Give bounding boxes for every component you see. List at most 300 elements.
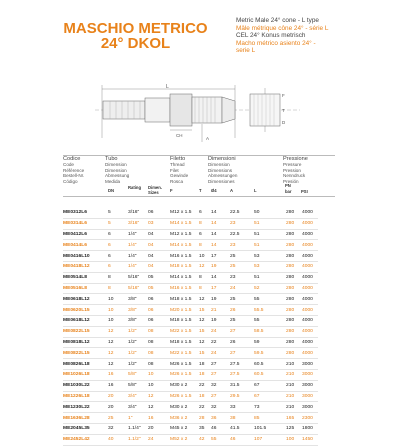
cell-dn: 12 bbox=[108, 339, 114, 345]
cell-t: 12 bbox=[199, 318, 205, 324]
cell-f: M52 x 2 bbox=[170, 437, 188, 443]
title-line-2: 24° DKOL bbox=[100, 35, 171, 52]
cell-code: ME2045L35 bbox=[63, 426, 90, 432]
table-row bbox=[63, 272, 318, 283]
table-row bbox=[63, 391, 318, 402]
cell-od: 24 bbox=[211, 350, 217, 356]
cell-f: M45 x 2 bbox=[170, 426, 188, 432]
cell-od: 27 bbox=[211, 372, 217, 378]
cell-dim: 03 bbox=[148, 221, 154, 227]
cell-psi: 3000 bbox=[302, 383, 313, 389]
cell-bar: 100 bbox=[286, 437, 295, 443]
col-head-f: F bbox=[170, 188, 173, 193]
cell-od: 14 bbox=[211, 210, 217, 216]
cell-psi: 4000 bbox=[302, 285, 313, 291]
cell-code: ME0618L12 bbox=[63, 318, 90, 324]
cell-f: M12 x 1.5 bbox=[170, 231, 192, 237]
table-row bbox=[63, 240, 318, 251]
cell-ch bbox=[270, 337, 286, 348]
cell-a: 25 bbox=[230, 253, 236, 259]
cell-ch bbox=[270, 326, 286, 337]
table-row bbox=[63, 423, 318, 434]
cell-dn: 25 bbox=[108, 415, 114, 421]
cell-bar: 280 bbox=[286, 318, 295, 324]
cell-bar: 280 bbox=[286, 339, 295, 345]
cell-dim: 06 bbox=[148, 318, 154, 324]
cell-code: ME0314L6 bbox=[63, 221, 87, 227]
cell-dn: 16 bbox=[108, 383, 114, 389]
cell-psi: 4000 bbox=[302, 329, 313, 335]
cell-dim: 05 bbox=[148, 275, 154, 281]
col-group-codice: Codice Code Référence Bestell-Nr. Código bbox=[63, 156, 85, 184]
cell-code: ME0620L15 bbox=[63, 307, 90, 313]
cell-a: 27.5 bbox=[230, 361, 240, 367]
cell-bar: 280 bbox=[286, 264, 295, 270]
cell-f: M22 x 1.5 bbox=[170, 329, 192, 335]
cell-psi: 4000 bbox=[302, 296, 313, 302]
cell-rating: 5/16" bbox=[128, 285, 140, 291]
cell-dn: 6 bbox=[108, 264, 111, 270]
cell-f: M14 x 1.5 bbox=[170, 275, 192, 281]
cell-t: 18 bbox=[199, 372, 205, 378]
cell-bar: 210 bbox=[286, 393, 295, 399]
dim-label-l: L bbox=[166, 84, 169, 90]
cell-dim: 04 bbox=[148, 231, 154, 237]
cell-rating: 1/2" bbox=[128, 339, 137, 345]
cell-rating: 3/8" bbox=[128, 307, 137, 313]
cell-od: 19 bbox=[211, 264, 217, 270]
cell-bar: 280 bbox=[286, 210, 295, 216]
cell-t: 8 bbox=[199, 221, 202, 227]
cell-a: 23 bbox=[230, 242, 236, 248]
cell-od: 24 bbox=[211, 329, 217, 335]
cell-code: ME0818L12 bbox=[63, 339, 90, 345]
cell-bar: 280 bbox=[286, 329, 295, 335]
cell-t: 42 bbox=[199, 437, 205, 443]
cell-code: ME0312L6 bbox=[63, 210, 87, 216]
cell-code: ME0516L8 bbox=[63, 285, 87, 291]
cell-ch bbox=[270, 272, 286, 283]
cell-t: 8 bbox=[199, 275, 202, 281]
cell-dim: 04 bbox=[148, 264, 154, 270]
cell-l: 55 bbox=[254, 296, 260, 302]
header-rule-bottom bbox=[63, 196, 335, 197]
cell-t: 15 bbox=[199, 307, 205, 313]
cell-bar: 210 bbox=[286, 361, 295, 367]
cell-psi: 4000 bbox=[302, 318, 313, 324]
cell-dim: 08 bbox=[148, 339, 154, 345]
cell-od: 55 bbox=[211, 437, 217, 443]
desc-de: CEL 24° Konus metrisch bbox=[236, 32, 306, 40]
cell-ch bbox=[270, 402, 286, 413]
cell-od: 46 bbox=[211, 426, 217, 432]
cell-dn: 5 bbox=[108, 210, 111, 216]
cell-bar: 210 bbox=[286, 383, 295, 389]
cell-f: M36 x 2 bbox=[170, 415, 188, 421]
dim-label-d: D bbox=[282, 120, 286, 125]
col-head-psi: PSI bbox=[301, 189, 308, 194]
cell-a: 25 bbox=[230, 264, 236, 270]
cell-od: 36 bbox=[211, 415, 217, 421]
cell-od: 17 bbox=[211, 253, 217, 259]
col-group-pressione: Pressione Pressure Pression Nenndruck Presión bbox=[283, 156, 308, 184]
cell-f: M18 x 1.5 bbox=[170, 318, 192, 324]
table-row bbox=[63, 402, 318, 413]
col-head-bar: bar bbox=[285, 189, 292, 194]
cell-psi: 2300 bbox=[302, 415, 313, 421]
cell-rating: 1/4" bbox=[128, 253, 137, 259]
cell-bar: 280 bbox=[286, 253, 295, 259]
cell-a: 33 bbox=[230, 404, 236, 410]
cell-dim: 20 bbox=[148, 426, 154, 432]
cell-od: 17 bbox=[211, 285, 217, 291]
cell-l: 67 bbox=[254, 393, 260, 399]
cell-dim: 10 bbox=[148, 383, 154, 389]
cell-l: 73 bbox=[254, 404, 260, 410]
cell-dim: 08 bbox=[148, 361, 154, 367]
cell-code: ME1230L22 bbox=[63, 404, 90, 410]
cell-ch bbox=[270, 208, 286, 218]
cell-od: 27 bbox=[211, 393, 217, 399]
cell-od: 14 bbox=[211, 242, 217, 248]
cell-rating: 1" bbox=[128, 415, 133, 421]
cell-psi: 4000 bbox=[302, 350, 313, 356]
cell-psi: 4000 bbox=[302, 242, 313, 248]
cell-psi: 1450 bbox=[302, 437, 313, 443]
cell-t: 18 bbox=[199, 361, 205, 367]
cell-l: 51 bbox=[254, 231, 260, 237]
cell-f: M14 x 1.5 bbox=[170, 242, 192, 248]
table-row bbox=[63, 337, 318, 348]
table-row bbox=[63, 208, 318, 218]
cell-rating: 5/16" bbox=[128, 275, 140, 281]
cell-f: M18 x 1.5 bbox=[170, 339, 192, 345]
cell-od: 19 bbox=[211, 318, 217, 324]
cell-od: 21 bbox=[211, 307, 217, 313]
cell-rating: 1/2" bbox=[128, 361, 137, 367]
cell-code: ME1636L28 bbox=[63, 415, 90, 421]
cell-bar: 280 bbox=[286, 307, 295, 313]
cell-l: 107 bbox=[254, 437, 263, 443]
cell-f: M16 x 1.5 bbox=[170, 253, 192, 259]
cell-bar: 280 bbox=[286, 231, 295, 237]
cell-rating: 1.1/4" bbox=[128, 426, 141, 432]
cell-a: 41.5 bbox=[230, 426, 240, 432]
cell-bar: 280 bbox=[286, 275, 295, 281]
cell-code: ME2452L42 bbox=[63, 437, 90, 443]
cell-bar: 125 bbox=[286, 426, 295, 432]
desc-es-2: serie L bbox=[236, 47, 256, 55]
cell-code: ME0418L12 bbox=[63, 264, 90, 270]
cell-a: 23 bbox=[230, 221, 236, 227]
table-row bbox=[63, 348, 318, 359]
cell-f: M14 x 1.5 bbox=[170, 221, 192, 227]
cell-rating: 1/2" bbox=[128, 329, 137, 335]
cell-bar: 280 bbox=[286, 285, 295, 291]
cell-dn: 8 bbox=[108, 275, 111, 281]
table-row bbox=[63, 413, 318, 424]
cell-f: M26 x 1.5 bbox=[170, 372, 192, 378]
cell-dim: 06 bbox=[148, 307, 154, 313]
cell-dn: 10 bbox=[108, 296, 114, 302]
cell-psi: 3000 bbox=[302, 404, 313, 410]
cell-dim: 12 bbox=[148, 393, 154, 399]
table-row bbox=[63, 261, 318, 272]
title-line-1: MASCHIO METRICO bbox=[63, 20, 208, 37]
cell-ch bbox=[270, 240, 286, 251]
cell-rating: 3/4" bbox=[128, 404, 137, 410]
table-row bbox=[63, 283, 318, 294]
cell-dn: 16 bbox=[108, 372, 114, 378]
cell-t: 22 bbox=[199, 383, 205, 389]
cell-code: ME1026L18 bbox=[63, 372, 90, 378]
desc-fr: Mâle métrique cône 24° - série L bbox=[236, 24, 329, 32]
cell-a: 27.5 bbox=[230, 372, 240, 378]
cell-t: 18 bbox=[199, 393, 205, 399]
table-row bbox=[63, 218, 318, 229]
cell-rating: 3/8" bbox=[128, 318, 137, 324]
cell-rating: 1/4" bbox=[128, 264, 137, 270]
parts-table bbox=[63, 208, 318, 446]
cell-bar: 210 bbox=[286, 372, 295, 378]
dim-label-f: F bbox=[282, 93, 285, 98]
cell-ch bbox=[270, 380, 286, 391]
cell-psi: 4000 bbox=[302, 264, 313, 270]
cell-bar: 280 bbox=[286, 350, 295, 356]
cell-a: 27 bbox=[230, 350, 236, 356]
col-head-rating: Rating bbox=[128, 185, 142, 190]
cell-t: 8 bbox=[199, 242, 202, 248]
cell-dn: 20 bbox=[108, 404, 114, 410]
cell-rating: 1/4" bbox=[128, 242, 137, 248]
cell-a: 24 bbox=[230, 285, 236, 291]
table-row bbox=[63, 305, 318, 316]
col-head-dn: DN bbox=[108, 188, 115, 193]
col-head-a: A bbox=[230, 188, 234, 193]
table-row bbox=[63, 229, 318, 240]
table-row bbox=[63, 359, 318, 370]
cell-f: M18 x 1.5 bbox=[170, 296, 192, 302]
cell-ch bbox=[270, 218, 286, 229]
cell-rating: 3/16" bbox=[128, 221, 140, 227]
dim-label-t: T bbox=[282, 108, 285, 113]
col-head-t: T bbox=[199, 188, 202, 193]
cell-t: 6 bbox=[199, 210, 202, 216]
cell-psi: 4000 bbox=[302, 210, 313, 216]
cell-od: 32 bbox=[211, 383, 217, 389]
cell-rating: 5/8" bbox=[128, 383, 137, 389]
cell-l: 55 bbox=[254, 318, 260, 324]
cell-dn: 6 bbox=[108, 231, 111, 237]
cell-f: M26 x 1.5 bbox=[170, 393, 192, 399]
cell-psi: 4000 bbox=[302, 307, 313, 313]
cell-l: 85 bbox=[254, 415, 260, 421]
cell-psi: 3000 bbox=[302, 361, 313, 367]
table-row bbox=[63, 294, 318, 305]
cell-dim: 10 bbox=[148, 372, 154, 378]
cell-rating: 3/8" bbox=[128, 296, 137, 302]
fitting-diagram bbox=[60, 80, 335, 150]
cell-t: 8 bbox=[199, 285, 202, 291]
cell-dim: 04 bbox=[148, 253, 154, 259]
cell-code: ME0412L6 bbox=[63, 231, 87, 237]
cell-ch bbox=[270, 261, 286, 272]
cell-psi: 1800 bbox=[302, 426, 313, 432]
cell-l: 53 bbox=[254, 253, 260, 259]
cell-ch bbox=[270, 423, 286, 434]
cell-od: 27 bbox=[211, 361, 217, 367]
cell-a: 26 bbox=[230, 339, 236, 345]
cell-a: 25 bbox=[230, 318, 236, 324]
cell-code: ME0826L18 bbox=[63, 361, 90, 367]
cell-dn: 12 bbox=[108, 329, 114, 335]
col-head-dim-sizes: Dimen. Sizes bbox=[148, 185, 162, 195]
cell-l: 60.5 bbox=[254, 361, 264, 367]
cell-rating: 3/16" bbox=[128, 210, 140, 216]
cell-a: 23 bbox=[230, 275, 236, 281]
cell-f: M20 x 1.5 bbox=[170, 307, 192, 313]
cell-ch bbox=[270, 369, 286, 380]
cell-dim: 05 bbox=[148, 285, 154, 291]
cell-dn: 12 bbox=[108, 361, 114, 367]
cell-dn: 12 bbox=[108, 350, 114, 356]
cell-t: 10 bbox=[199, 253, 205, 259]
cell-dim: 24 bbox=[148, 437, 154, 443]
cell-a: 22.5 bbox=[230, 231, 240, 237]
cell-l: 58.5 bbox=[254, 329, 264, 335]
cell-code: ME0822L15 bbox=[63, 350, 90, 356]
dim-label-ch: CH bbox=[176, 133, 183, 138]
cell-f: M22 x 1.5 bbox=[170, 350, 192, 356]
cell-rating: 1.1/2" bbox=[128, 437, 141, 443]
cell-l: 67 bbox=[254, 383, 260, 389]
cell-t: 22 bbox=[199, 404, 205, 410]
desc-es: Macho métrico asiento 24° - bbox=[236, 39, 316, 47]
cell-dim: 06 bbox=[148, 210, 154, 216]
cell-ch bbox=[270, 294, 286, 305]
cell-l: 59 bbox=[254, 339, 260, 345]
cell-psi: 3000 bbox=[302, 393, 313, 399]
table-row bbox=[63, 434, 318, 445]
cell-code: ME0416L10 bbox=[63, 253, 90, 259]
cell-dim: 16 bbox=[148, 415, 154, 421]
cell-od: 32 bbox=[211, 404, 217, 410]
cell-dim: 08 bbox=[148, 329, 154, 335]
table-row bbox=[63, 326, 318, 337]
cell-ch bbox=[270, 391, 286, 402]
cell-a: 46 bbox=[230, 437, 236, 443]
table-row bbox=[63, 380, 318, 391]
cell-code: ME1030L22 bbox=[63, 383, 90, 389]
cell-f: M26 x 1.5 bbox=[170, 361, 192, 367]
dim-label-a: A bbox=[206, 136, 210, 141]
cell-f: M12 x 1.5 bbox=[170, 210, 192, 216]
col-group-tubo: Tubo Dimension Dimension Abmessung Medida bbox=[105, 156, 130, 184]
cell-t: 35 bbox=[199, 426, 205, 432]
col-group-dimensioni: Dimensioni Dimension Dimensions Abmessungen Dimensiones bbox=[208, 156, 238, 184]
cell-dn: 32 bbox=[108, 426, 114, 432]
cell-rating: 5/8" bbox=[128, 372, 137, 378]
table-row bbox=[63, 251, 318, 262]
cell-t: 12 bbox=[199, 296, 205, 302]
cell-a: 26 bbox=[230, 307, 236, 313]
cell-t: 6 bbox=[199, 231, 202, 237]
cell-rating: 1/2" bbox=[128, 350, 137, 356]
cell-dn: 20 bbox=[108, 393, 114, 399]
cell-ch bbox=[270, 305, 286, 316]
cell-l: 50 bbox=[254, 210, 260, 216]
col-head-l: L bbox=[254, 188, 257, 193]
cell-bar: 280 bbox=[286, 242, 295, 248]
cell-t: 15 bbox=[199, 329, 205, 335]
cell-dn: 6 bbox=[108, 253, 111, 259]
cell-f: M16 x 1.5 bbox=[170, 285, 192, 291]
cell-dim: 06 bbox=[148, 296, 154, 302]
cell-psi: 4000 bbox=[302, 221, 313, 227]
cell-code: ME1226L18 bbox=[63, 393, 90, 399]
cell-ch bbox=[270, 315, 286, 326]
cell-psi: 4000 bbox=[302, 275, 313, 281]
cell-bar: 280 bbox=[286, 221, 295, 227]
cell-dn: 8 bbox=[108, 285, 111, 291]
cell-a: 38 bbox=[230, 415, 236, 421]
cell-l: 51 bbox=[254, 242, 260, 248]
cell-dim: 04 bbox=[148, 242, 154, 248]
table-row bbox=[63, 369, 318, 380]
cell-f: M30 x 2 bbox=[170, 383, 188, 389]
cell-psi: 4000 bbox=[302, 253, 313, 259]
cell-ch bbox=[270, 283, 286, 294]
cell-l: 53 bbox=[254, 264, 260, 270]
cell-code: ME0514L8 bbox=[63, 275, 87, 281]
cell-od: 14 bbox=[211, 275, 217, 281]
cell-ch bbox=[270, 434, 286, 445]
cell-od: 22 bbox=[211, 339, 217, 345]
cell-a: 25 bbox=[230, 296, 236, 302]
desc-en: Metric Male 24° cone - L type bbox=[236, 17, 319, 24]
cell-ch bbox=[270, 359, 286, 370]
cell-l: 52 bbox=[254, 285, 260, 291]
cell-od: 14 bbox=[211, 231, 217, 237]
cell-od: 19 bbox=[211, 296, 217, 302]
col-group-filetto: Filetto Thread Filet Gewinde Rosca bbox=[170, 156, 189, 184]
cell-psi: 3000 bbox=[302, 372, 313, 378]
cell-l: 59.5 bbox=[254, 350, 264, 356]
cell-ch bbox=[270, 348, 286, 359]
cell-dn: 40 bbox=[108, 437, 114, 443]
cell-a: 27 bbox=[230, 329, 236, 335]
col-head-pn: PN bbox=[285, 183, 291, 188]
cell-dim: 08 bbox=[148, 350, 154, 356]
cell-bar: 165 bbox=[286, 415, 295, 421]
cell-dim: 12 bbox=[148, 404, 154, 410]
cell-l: 51 bbox=[254, 221, 260, 227]
cell-rating: 1/4" bbox=[128, 231, 137, 237]
cell-l: 51 bbox=[254, 275, 260, 281]
cell-f: M18 x 1.5 bbox=[170, 264, 192, 270]
page-title bbox=[63, 21, 208, 51]
cell-t: 28 bbox=[199, 415, 205, 421]
cell-dn: 5 bbox=[108, 221, 111, 227]
cell-ch bbox=[270, 413, 286, 424]
cell-ch bbox=[270, 229, 286, 240]
cell-dn: 10 bbox=[108, 307, 114, 313]
cell-dn: 10 bbox=[108, 318, 114, 324]
cell-psi: 4000 bbox=[302, 339, 313, 345]
cell-dn: 6 bbox=[108, 242, 111, 248]
cell-od: 14 bbox=[211, 221, 217, 227]
cell-bar: 280 bbox=[286, 296, 295, 302]
